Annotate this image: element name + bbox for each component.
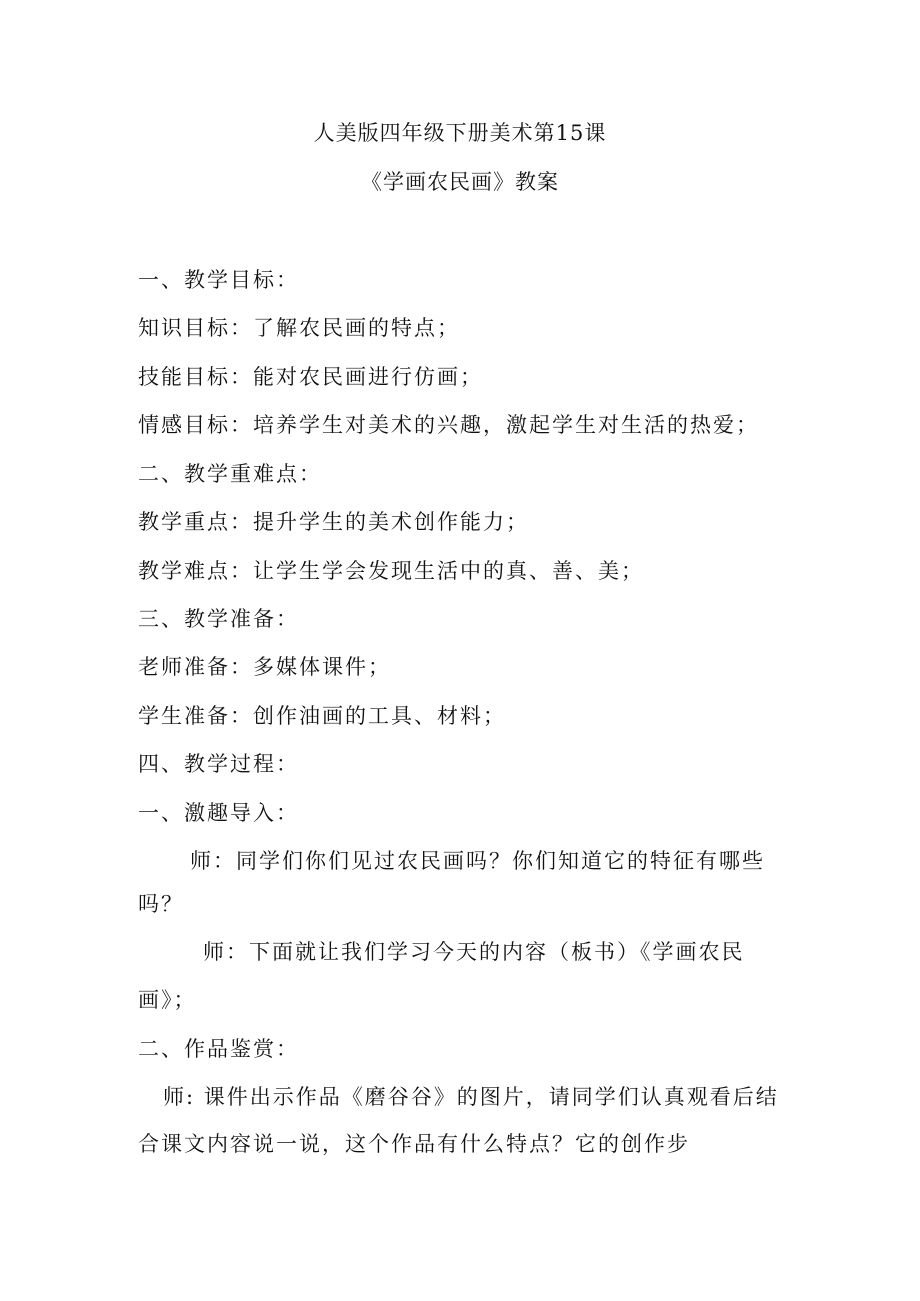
- section-heading-key-points: 二、教学重难点：: [138, 462, 322, 486]
- document-subtitle: 《学画农民画》教案: [361, 170, 559, 194]
- paragraph-line: 师: 课件出示作品《磨谷谷》的图片，请同学们认真观看后结: [163, 1085, 779, 1109]
- paragraph-line: 师：同学们你们见过农民画吗？你们知道它的特征有哪些: [190, 849, 765, 873]
- paragraph-line: 师：下面就让我们学习今天的内容（板书）《学画农民: [203, 940, 745, 964]
- paragraph-line: 学生准备：创作油画的工具、材料；: [138, 704, 506, 728]
- paragraph-line: 合课文内容说一说，这个作品有什么特点？它的创作步: [138, 1132, 690, 1156]
- section-heading-preparation: 三、教学准备：: [138, 607, 299, 631]
- paragraph-line: 知识目标：了解农民画的特点；: [138, 316, 460, 340]
- paragraph-line: 吗？: [138, 892, 184, 916]
- section-heading-process: 四、教学过程：: [138, 752, 299, 776]
- paragraph-line: 画》；: [138, 988, 197, 1012]
- paragraph-line: 教学难点：让学生学会发现生活中的真、善、美；: [138, 559, 644, 583]
- section-heading-objectives: 一、教学目标：: [138, 268, 299, 292]
- paragraph-line: 技能目标：能对农民画进行仿画；: [138, 365, 483, 389]
- paragraph-line: 老师准备：多媒体课件；: [138, 655, 391, 679]
- section-heading-appreciation: 二、作品鉴赏：: [138, 1037, 299, 1061]
- section-heading-intro: 一、激趣导入：: [138, 801, 299, 825]
- paragraph-line: 情感目标：培养学生对美术的兴趣，激起学生对生活的热爱；: [138, 413, 759, 437]
- paragraph-line: 教学重点：提升学生的美术创作能力；: [138, 510, 529, 534]
- document-title: 人美版四年级下册美术第15课: [313, 121, 607, 145]
